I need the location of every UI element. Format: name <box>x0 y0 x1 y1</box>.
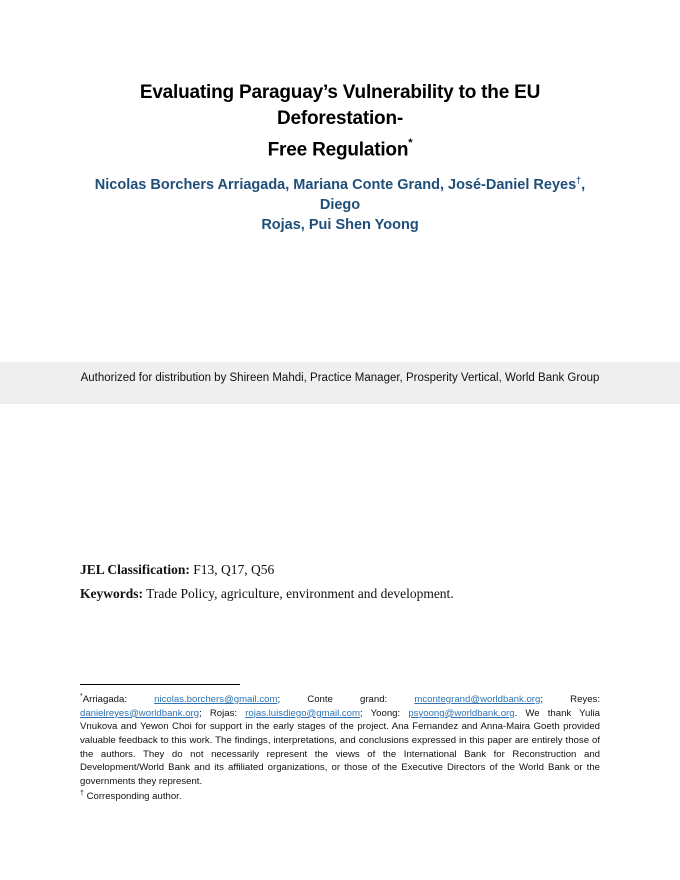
title-line-2-text: Free Regulation <box>267 139 409 161</box>
separator-1: ; <box>277 694 281 706</box>
keywords <box>80 586 600 602</box>
authors-line-1 <box>80 170 600 215</box>
corresponding-author-marker[interactable]: † <box>576 175 582 185</box>
jel-classification <box>80 562 600 578</box>
rojas-email-link[interactable]: rojas.luisdiego@gmail.com <box>245 707 361 719</box>
title-line-2 <box>80 132 600 163</box>
arriagada-email-link[interactable]: nicolas.borchers@gmail.com <box>154 694 278 706</box>
footnote-corresponding <box>80 787 600 804</box>
reyes-label: Reyes: <box>570 694 601 706</box>
conte-label: Conte grand: <box>307 694 388 706</box>
keywords-label: Keywords: <box>80 586 143 601</box>
authors-line-2: Rojas, Pui Shen Yoong <box>261 216 419 233</box>
reyes-email-link[interactable]: danielreyes@worldbank.org <box>80 707 200 719</box>
distribution-banner <box>0 362 680 404</box>
yoong-email-link[interactable]: psyoong@worldbank.org <box>408 707 515 719</box>
yoong-label: ; Yoong: <box>360 707 401 719</box>
distribution-text: Authorized for distribution by Shireen Mahdi, Practice Manager, Prosperity Vertical, World Bank Group <box>80 372 600 384</box>
title-footnote-marker[interactable]: * <box>408 137 413 149</box>
corresponding-text: Corresponding author. <box>83 791 182 803</box>
corresponding-footnote-marker: † <box>80 790 84 797</box>
footnote-marker: * <box>80 693 83 700</box>
footnote-divider <box>80 684 240 685</box>
arriagada-label: Arriagada: <box>82 694 127 706</box>
rojas-label: ; Rojas: <box>199 707 238 719</box>
conte-email-link[interactable]: mcontegrand@worldbank.org <box>414 694 541 706</box>
title-line-1: Evaluating Paraguay’s Vulnerability to the EU Deforestation- <box>139 82 541 129</box>
jel-label: JEL Classification: <box>80 562 190 577</box>
separator-2: ; <box>540 694 544 706</box>
author-list <box>80 170 600 235</box>
acknowledgement-text: . We thank Yulia Vnukova and Yewon Choi for support in the early stages of the project. Ana Fernandez and Anna-Maira Goeth provided valuable feedback to this work. The findings, interpretations, and conclusions expressed in this paper are entirely those of the authors. They do not necessarily represent the views of the International Bank for Reconstruction and Development/World Bank and its affiliated organizations, or those of the Executive Directors of the World Bank or the governments they represent. <box>80 707 600 787</box>
authors-line-1b: , Diego <box>319 176 586 213</box>
paper-title <box>80 80 600 163</box>
authors-line-1a: Nicolas Borchers Arriagada, Mariana Conte Grand, José-Daniel Reyes <box>94 176 577 193</box>
keywords-value: Trade Policy, agriculture, environment and development. <box>146 586 454 601</box>
footnote-acknowledgements <box>80 690 600 788</box>
jel-value: F13, Q17, Q56 <box>193 562 275 577</box>
